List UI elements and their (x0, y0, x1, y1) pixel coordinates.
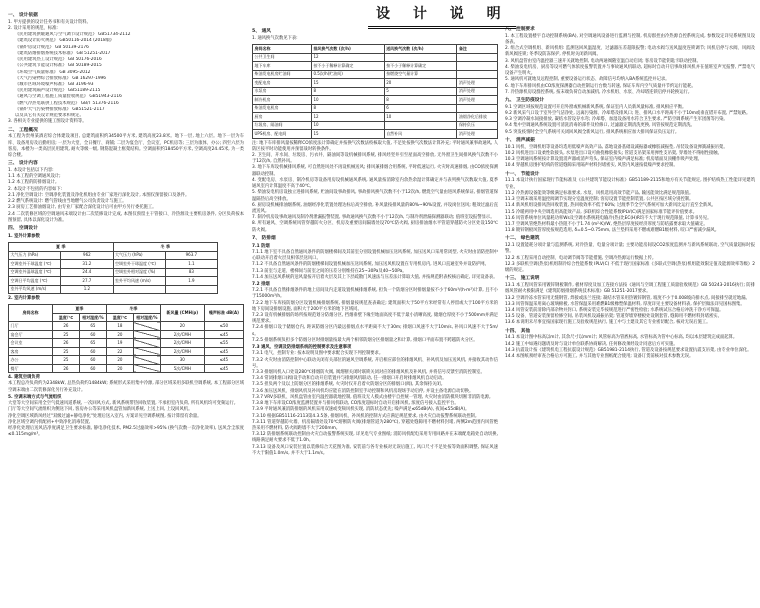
standard-item: 《民用建筑隔声设计规范》 GB51189-2115 (15, 88, 101, 94)
noise-value: ≤45 (204, 330, 243, 339)
paragraph: 3. 风机盘管由室内温控器三速开关就地控制, 电动两通阀随室温自动启闭; 客房设节能钥匙卡联动控制。 (505, 58, 701, 64)
indoor-params-table (8, 304, 244, 373)
paragraph: 本工程为贵州某酒店综合体建设项目, 总建筑面积约34500平方米, 建筑高度23.8米。地下一层, 地上六层。地下一层为车库、设备用房及后勤用房; 一层为大堂、全日餐厅、商铺; 二层为宴会厅、会议室、PC机房等; 三层为康体、办公; 四至六层为客房。本楼为一类高层民用建筑, 耐火等级一级, 钢筋混凝土框架结构。空调面积约18450平方米, 空调高度24.45米, 为一类综合楼。 (8, 134, 244, 158)
section-14-items (505, 335, 755, 360)
paragraph: 7. 冷热源机房设群控系统, 按末端负荷自动加减机, 冷水机组、水泵、冷却塔连锁启停并轮换运行。 (505, 89, 693, 95)
paragraph: 10.2 风机进出口设柔性软接头, 水泵进出口设可曲挠橡胶接头; 管道支吊架采用弹性支吊架, 穿墙处不得刚性接触。 (505, 150, 722, 156)
standard-item: 《通风与空调工程施工质量验收规范》 GB51943-2116 (15, 94, 122, 100)
table-row (9, 347, 244, 356)
paragraph: 4. 变配电房、水泵房、制冷机房等设备用房设机械通风系统, 通风量按消除室内余热余湿计算确定并与表列换气次数取大值, 夏季通风室内计算温度不高于40℃。 (252, 177, 498, 190)
row-note (457, 62, 498, 71)
outdoor-params-rows (9, 251, 218, 294)
freshair-col-header: 新风量 (CMH/p) (160, 305, 204, 322)
paragraph: 本工程总冷负荷约为2348kW, 总热负荷约1484kW; 系统形式采用集中冷源, 部分区域采用多联机空调系统, 本工程部分区域空调末端由二次装修深化另行补充设计。 (8, 381, 244, 393)
room-name: 水泵房 (253, 87, 312, 96)
room-name: 宴会厅 (9, 330, 53, 339)
noise-col-header: 噪声标准 dB(A) (204, 305, 243, 322)
paragraph: 13.1 本工程风管采用镀锌钢板制作, 板材厚度及加工连接方法按《通风与空调工程施工质量验收规范》GB 50243-2016执行; 防排烟风管耐火极限满足《建筑防烟排烟系统技术标准》GB 51251-2017要求。 (505, 283, 755, 295)
paragraph: 7.3.1 电气、控制专业: 按本说明及图中要求配合实现下列控制要求。 (252, 351, 384, 357)
table-row (253, 121, 498, 130)
paragraph: 7.3.11 管道穿越防火墙、机房隔墙处设70℃熔断防火阀(排烟管道为280℃), 穿越处缝隙用不燃材料封堵, 两侧2m范围内风管绝热采用不燃材料, 防火阀距墙不大于200mm。 (252, 419, 498, 431)
winter-temp: 22 (106, 347, 133, 356)
room-name: 柴油发电机房 (253, 104, 312, 113)
paragraph: 9.3 空调冷凝水间接排放, 凝结水管设存水弯; 冷却塔、加湿设备用水符合卫生要求, 严防空调系统产生军团菌等污染。 (505, 117, 728, 123)
supply-rate: 6 (384, 104, 457, 113)
section-10-items (505, 145, 755, 170)
paragraph: 10.1 风机、空调机组等设备均选用低噪声高效产品, 落地设备基础设减振器或橡胶减振垫, 吊装设备设弹簧减振吊架。 (505, 144, 728, 150)
paragraph: 大堂等大空间采用全空气低速风道系统, 一次回风方式, 新风系统带热回收装置, 不承担室内负荷, 所有风机均可变频运行。 (8, 401, 239, 407)
standard-item: 《建筑防烟排烟系统技术标准》 GB 51251-2017 (15, 50, 111, 56)
page-title: 设 计 说 明 (368, 3, 516, 29)
paragraph: 7.2.1 不具备自然排烟条件的地上房间及内走道设置机械排烟系统, 担负一个防烟分区时排烟量按不小于60m³/(h·m²)计算, 且不小于15000m³/h。 (252, 288, 498, 300)
table-row (253, 87, 498, 96)
winter-rh-blank (133, 356, 160, 365)
section-11-items (505, 178, 755, 234)
paragraph: 11.6 风管系统单位风量耗功率Ws及空调水系统耗电输冷(热)比EC(H)R均不大于现行规范限值, 计算书另见。 (505, 215, 712, 221)
section-3-body (8, 168, 244, 224)
section-10-heading: 十、 消声减振 (505, 137, 535, 143)
standards-list (8, 32, 244, 119)
param-value: 83 (165, 268, 217, 277)
paragraph: 门厅等大空间气流组织为侧送下回, 客房办公等采用风机盘管加新风系统, 上送上回, 上设回风机。 (8, 407, 193, 413)
summer-rh: 60 (79, 364, 106, 373)
paragraph: 14.4 本图纸须经审查合格后方可施工, 并与其他专业图纸配合使用; 设备订货前核对技术参数无误。 (505, 354, 694, 360)
param-label: 空调室外干球温度 (℃) (9, 260, 61, 269)
param-label: 空调室外湿球温度 (℃) (9, 268, 61, 277)
right-column (505, 25, 755, 360)
table-row (9, 356, 244, 365)
paragraph: 7.3.5 担负两个及以上防烟分区的排烟系统, 火灾时仅开启着火防烟分区的排烟口(阀), 其余保持关闭。 (252, 382, 445, 388)
supply-rate: 按燃烧空气量计算 (384, 70, 457, 79)
paragraph: 12.3 多联机空调(热泵)机组制冷综合性能系数 IPLV(C) 不低于现行国家标准《多联式空调(热泵)机组能效限定值及能源效率等级》2级的规定。 (505, 261, 755, 274)
temp-header: 温度/℃ (106, 313, 133, 322)
room-name: 厨房 (253, 113, 312, 122)
smoke-sub2-heading: 7.2 排烟 (252, 281, 270, 287)
standard-item: 《民用建筑供暖通风与空气调节设计规范》 GB51734-2112 (15, 32, 131, 38)
summer-temp: 26 (52, 339, 79, 348)
winter-temp: 20 (106, 364, 133, 373)
paragraph: 7.2.3 设有机械排烟的场所按规范划分防烟分区, 挡烟垂壁下缘至地面高度不低于最小清晰高度, 储烟仓厚度不小于500mm并满足规范要求。 (252, 313, 498, 325)
paragraph: 净化空调区域新风经过"双级过滤+静电净化"处理后送入室内, 方案详见空调系统图, 按计算留有余量。 (8, 413, 202, 419)
smoke-sub1-items (252, 250, 498, 281)
paragraph: 9.2 新风采气口设于室外空气洁净处, 远离污染源、冷却塔及排风口; 进、排风口水平距离不小于10m或垂直错开布置, 严禁短路。 (505, 111, 751, 117)
standard-item: 以及其它有关设计规范要求和规定。 (15, 113, 84, 119)
freshair-value: 2次/CMH (160, 339, 204, 348)
param-value: 24.4 (61, 268, 113, 277)
room-col-header: 房间名称 (253, 45, 312, 54)
summer-temp: 25 (52, 356, 79, 365)
paragraph: 14.2 施工中如遇问题请及时与设计单位联系协商解决, 任何修改须经设计同意后方可实施。 (505, 341, 678, 347)
section-4-heading: 四、 空调设计 (8, 226, 38, 231)
winter-rh-blank (133, 364, 160, 373)
rh-header: 相对湿度/% (133, 313, 160, 322)
paragraph: 5. 通风机可就地及远程控制, 重要设备运行状态、故障信号均纳入BA系统监控并记录。 (505, 77, 670, 83)
noise-value: ≤50 (204, 322, 243, 331)
winter-rh-blank (133, 339, 160, 348)
noise-value: ≤45 (204, 347, 243, 356)
paragraph: 7.2.4 排烟口设于储烟仓内, 距该防烟分区内最远排烟点水平距离不大于30m; 排烟口风速不大于10m/s, 补风口风速不大于5m/s。 (252, 325, 498, 337)
smoke-sub1-heading: 7.1 防烟 (252, 243, 270, 249)
standard-item: 《民用建筑热工设计规范》 GB 50176-2016 (15, 57, 102, 63)
param-value: 31.2 (61, 260, 113, 269)
noise-value: ≤45 (204, 364, 243, 373)
param-label: 室外平均风速 (m/s) (113, 277, 165, 286)
paragraph: 12.2 本工程采用自动控制、电动调节阀等节能措施, 空调冷热源运行数据上传。 (505, 255, 657, 261)
summer-rh: 65 (79, 322, 106, 331)
row-note: 消声处理 (457, 96, 498, 105)
section-2-body (8, 134, 244, 159)
section-8-heading: 八、 控制要求 (505, 27, 535, 32)
exhaust-rate: 15 (311, 130, 384, 139)
paragraph: 净化区域空调内机配初+中效净化消毒装置, (8, 419, 91, 425)
exhaust-rate: 15 (311, 79, 384, 88)
param-value: 1.1 (165, 260, 217, 269)
section-13-items (505, 283, 755, 327)
text-line: 2. 设计采用的规范、标准: (8, 26, 58, 32)
table-row (9, 330, 244, 339)
paragraph: 经净化处理后送风洁净度满足卫生要求标准, 静电净化技术, PM2.5过滤效率>95% (换气次数一次净化效率), 送风含尘浓度≤0.115mg/m³。 (8, 426, 244, 438)
section-7-heading: 7、 防排烟 (252, 235, 276, 241)
summer-rh: 60 (79, 330, 106, 339)
table-row (253, 53, 498, 62)
paragraph: 13.5 设备、管道安装预留检修空间, 吊装风机设减振吊架; 管道穿墙穿楼板处设钢套管, 缝隙用不燃材料封堵密实。 (505, 314, 722, 320)
supply-rate (384, 53, 457, 62)
summer-rh: 60 (79, 356, 106, 365)
row-note: 消声处理 (457, 87, 498, 96)
row-note: 保持负压 (457, 121, 498, 130)
winter-temp: 19 (106, 339, 133, 348)
exhaust-rate: 10 (311, 96, 384, 105)
winter-temp: 20 (106, 330, 133, 339)
param-label: 室外平均风速 (m/s) (9, 285, 61, 294)
section-2-heading: 二、 工程概况 (8, 127, 38, 133)
paragraph: 7.3.10 根据GB51116-2113第4.3.5条, 排烟风机、补风机的控制方式应满足规范要求, 由火灾自动报警系统联动控制。 (252, 413, 480, 419)
supply-rate: 10 (384, 113, 457, 122)
paragraph: 14.3 抗震设计按《建筑机电工程抗震设计规范》GB51981-2114执行, 管道及设备按规范要求设置抗震支吊架, 由专业单位深化。 (505, 347, 752, 353)
standard-item: 《公共建筑节能设计标准》 GB 50189-2015 (15, 63, 102, 69)
table-row (253, 96, 498, 105)
outdoor-params-table (8, 242, 218, 294)
winter-rh-blank (133, 330, 160, 339)
paragraph: 2. 组合式空调机组、新风机组: 监测送回风温湿度、过滤器压差超限报警; 电动水阀与送风温度连锁调节; 风机启停与水阀、风阀及新风阀连锁; 冬季设防冻保护, 停机时关闭新风阀。 (505, 46, 755, 58)
room-name: 会议室 (9, 339, 53, 348)
paragraph: 11.8 镀锌钢板风管厚度按规范选用, δ=0.5~0.75mm, 法兰垫料采用不燃或难燃B1级材料, 咬口严密减少漏风。 (505, 228, 720, 234)
table-row (253, 70, 498, 79)
section-11-heading: 十一、 节能设计 (505, 171, 540, 177)
winter-col-header: 冬季 (106, 305, 160, 314)
section-8-items (505, 34, 755, 96)
ventilation-table (252, 44, 498, 139)
room-name: 客房 (9, 347, 53, 356)
summer-col-header: 夏季 (52, 305, 106, 314)
table-row (253, 104, 498, 113)
vent-paragraphs (252, 153, 498, 234)
summer-temp: 26 (52, 322, 79, 331)
paragraph: 7.3.13 设备及风口安装位置以装修综合天花图为准, 安装前与各专业核对无误后施工, 风口尺寸不足处按等效面积调整, 保证风速不大于限值1.0m/s, 并不大于1.1m/s。 (252, 444, 498, 456)
paragraph: 2.2 燃气系统设计: 燃气管线由当地燃气公司负责设计与施工。 (8, 199, 127, 205)
param-label (113, 285, 165, 294)
summer-temp: 25 (52, 330, 79, 339)
paragraph: 10.3 空调通风系统按计算设置消声器或消声弯头, 保证室内噪声满足标准; 机房墙面及顶棚作吸声处理。 (505, 157, 702, 163)
sheet-title-block (368, 3, 516, 29)
section-9-heading: 九、 卫生防疫设计 (505, 98, 545, 103)
paragraph: 13.2 空调冷冻水管采用无缝钢管, 焊接或法兰连接; 凝结水管采用热镀锌钢管, 坡度不小于0.008坡向排水点, 间接排至就近地漏。 (505, 295, 750, 301)
room-name: 变配电房 (253, 79, 312, 88)
freshair-value: 2次/CMH (160, 330, 204, 339)
paragraph: 2. 卫生间、开水间、垃圾房、污衣井、隔油间等设机械排风系统, 排风经竖井引至屋面高空排放, 无外窗卫生间排风换气次数不小于12次/h, 自然补风。 (252, 152, 498, 165)
freshair-value: 2次/CMH (160, 347, 204, 356)
exhaust-rate: 10 (311, 121, 384, 130)
paragraph: 2.1 净化空调设计: 空调净化装置及净化机组由专业厂家进行深化设计, 本图仅预留接口及条件。 (8, 192, 190, 198)
supply-rate (384, 121, 457, 130)
param-label: 空调室外干球温度 (℃) (113, 260, 165, 269)
param-label: 大气压力 (hPa) (113, 251, 165, 260)
noise-value: ≤55 (204, 339, 243, 348)
paragraph: 11.2 冷热源设备能效等级满足标准要求, 水泵、风机选用高效节能产品, 输送能效比满足规范限值。 (505, 190, 694, 196)
noise-value: ≤45 (204, 356, 243, 365)
paragraph: 13.4 风管安装前清除内部杂物并封口, 系统安装完毕按规范进行严密性检验; 水系统试压合格后冲洗干净方可保温。 (505, 307, 724, 313)
row-note: 消声处理 (457, 130, 498, 139)
paragraph: 7. 制冷机房设事故通风及制冷剂泄漏报警装置, 事故通风换气次数不小于12次/h, 与制冷剂泄漏探测器联动; 值班室设报警显示。 (252, 215, 495, 221)
standard-item: 《锅炉房设计规范》 GB 50139-2176 (15, 44, 89, 50)
outdoor-params-title: 1. 室外计算参数 (8, 233, 40, 239)
supply-rate: 按不小于稀释计算确定 (384, 62, 457, 71)
supply-rate: 8 (384, 96, 457, 105)
summer-temp: 26 (52, 364, 79, 373)
note-line: 注: 地下车库排风量按稀释CO浓度法计算确定并按换气次数法校核取大值, 不足处按换气次数法计算补充; 平时通风兼事故通风, 人防区按平时功能使用并预留战时转换条件。 (252, 140, 498, 152)
note-col-header: 备注 (457, 45, 498, 54)
vent-table-intro: 1. 通风换气次数见下表: (252, 35, 298, 41)
indoor-params-title: 2. 室内计算参数 (8, 296, 40, 302)
temp-header: 温度/℃ (52, 313, 79, 322)
standard-item: 《环境空气质量标准》 GB 3095-2012 (15, 69, 91, 75)
summer-rh: 65 (79, 339, 106, 348)
supply-col-header: 送风换气次数 (次/h) (384, 45, 457, 54)
param-label: 空调室外相对湿度 (%) (113, 268, 165, 277)
paragraph: 11.3 空调末端采用温控阀调节实现分室温度控制; 客房设置节能控制装置, 公共区按区域分别控制。 (505, 197, 694, 203)
table-row (9, 251, 218, 260)
paragraph: 9.4 集中空调通风系统设置可清洗消毒的部件及检修口, 过滤器定期清洗更换, 风管按规范定期清洗。 (505, 123, 695, 129)
paragraph: 7.2.2 地下车库按防烟分区设置机械排烟系统, 排烟量按规范查表确定; 建筑面积大于50平方米经常有人停留或大于100平方米的地下房间设排烟设施, 面积大于200平方米的地下区域同。 (252, 300, 498, 312)
row-note (457, 70, 498, 79)
exhaust-rate: 12 (311, 53, 384, 62)
section-13-heading: 十三、 施工说明 (505, 276, 540, 282)
row-note (457, 53, 498, 62)
exhaust-rate: 8 (311, 87, 384, 96)
room-col-header: 房间名称 (9, 305, 53, 322)
winter-temp: 18 (106, 322, 133, 331)
row-note: 消声处理 (457, 79, 498, 88)
paragraph: 13.6 本说明未尽事宜按国家现行施工及验收规范执行, 施工中与土建及其它专业密切配合, 核对无误后施工。 (505, 320, 711, 326)
exhaust-rate: 12 (311, 113, 384, 122)
table-row (253, 79, 498, 88)
airflow-title: 5. 空调末端方式与气流组织 (8, 394, 62, 400)
section-5-heading: 5、 通风 (252, 29, 271, 34)
winter-header: 冬 季 (113, 243, 218, 252)
load-body (8, 381, 244, 393)
freshair-value: 30 (160, 356, 204, 365)
standard-item: 《锅炉大气污染物排放标准》 GB51521-2117 (15, 106, 105, 112)
paragraph: 2.4 二次装修区域的空调通风末端设计由二次装修设计完成, 本图仅预留主干管接口、冷热源及主要机房条件, 分区负荷按本图预留, 具体以深化设计为准。 (8, 211, 244, 223)
paragraph: 2. 本设计不包括的内容如下: (8, 186, 63, 192)
paragraph: 7.3.9 平时通风兼消防排烟的风机采用双速或变频风机实现, 消防状态优先; 噪声满足≤65dB(A), 夜间≤55dB(A)。 (252, 407, 470, 413)
paragraph: 14.1 本设计图中标高以m计, 其余尺寸以mm计; 风管标高为管底标高, 水管标高为管中心标高, 均以本层建筑完成面起算。 (505, 335, 738, 341)
paragraph: 7.3.2 火灾时由消防控制中心联动关闭有关部位的通风空调系统, 开启相应部位的排烟风机、补风机及加压送风机, 并接收其动作信号。 (252, 357, 498, 369)
summer-header: 夏 季 (9, 243, 114, 252)
supply-rate: 20 (384, 79, 457, 88)
paragraph: 7.3.4 常闭排烟口(阀)设手动和自动开启装置并与排烟风机联动, 任一排烟口开启时排烟风机自动启动。 (252, 376, 447, 382)
paragraph: 11.1 本设计执行国家现行节能标准及《公共建筑节能设计标准》GB51189-2115和地方有关节能规定, 围护结构热工性能详见建筑专业。 (505, 178, 755, 190)
summer-temp: 25 (52, 347, 79, 356)
paragraph: 13.3 风管保温采用离心玻璃棉板, 水管保温采用难燃B1级橡塑保温材料, 厚度详见主要设备材料表, 保护层做法详见国标图集。 (505, 301, 745, 307)
winter-temp: 20 (106, 356, 133, 365)
paragraph: 6. 厨房设机械排油烟系统, 油烟经净化装置处理达标后高空排放, 补风量按排风量的80%~90%设置, 并设岗位送风; 粗效过滤后直流送风。 (252, 202, 498, 214)
room-name: 餐厅 (9, 364, 53, 373)
paragraph: 6. 地下车库排风机由CO浓度探测器自动控制运行台数与转速, 保证车库内空气质量并节约运行能耗。 (505, 83, 696, 89)
summer-rh: 60 (79, 347, 106, 356)
param-value: 1.9 (165, 277, 217, 286)
paragraph: 8. 所有通风、空调系统风管穿越防火分区、机房及重要房间隔墙处设70℃防火阀, 厨房排油烟水平管道穿越防火分区处设150℃防火阀。 (252, 221, 498, 233)
section-1-intro (8, 20, 244, 32)
vent-table-notes (252, 141, 498, 153)
table-row (9, 285, 218, 294)
param-value: 962 (61, 251, 113, 260)
paragraph: 9.5 突发疫情时全空气系统可关闭回风阀全新风运行, 排风系统相应加大排风保证负压运行。 (505, 129, 680, 135)
paragraph: 7.1.2 不具备自然通风条件的防烟楼梯间设置机械加压送风系统, 加压送风机设置在专用机房内, 进风口直通室外并设防护网。 (252, 262, 489, 268)
paragraph: 11.4 新风机组设排风热回收装置, 热回收效率不低于60%; 过渡季节全空气系统可加大新风比运行直至全新风。 (505, 203, 716, 209)
paragraph: 7.1.4 加压送风系统的送风量按开启着火层及其上下层疏散门风速法与压差法计算取大值, 并按规范附表校核后确定, 详见设备表。 (252, 274, 498, 280)
table-row (9, 260, 218, 269)
room-name: 办公 (9, 356, 53, 365)
section-1-heading: 一、 设计依据 (8, 13, 38, 18)
room-name: 地下车库 (253, 62, 312, 71)
paragraph: 11.7 空调风管绝热材料最小热阻不小于1.74 (m²·K)/W, 绝热层厚度按经济厚度与防结露要求取大值确定。 (505, 221, 708, 227)
param-value: 963.7 (165, 251, 217, 260)
table-row (9, 277, 218, 286)
room-name: UPS机房、配电间 (253, 130, 312, 139)
param-label: 大气压力 (hPa) (9, 251, 61, 260)
section-12-items (505, 243, 755, 274)
param-label: 空调日平均温度 (℃) (9, 277, 61, 286)
section-14-heading: 十四、 其他 (505, 328, 531, 334)
paragraph: 9.1 空调区域按规范设置可开启外窗或机械新风系统, 保证室内人员新风量标准, 排风相应平衡。 (505, 104, 687, 110)
paragraph: 1. 本工程设置楼宇自动控制系统(BA), 对空调通风设备进行监测与控制, 机房群控由冷热源自控系统完成, 参数设定详见系统图及设备表。 (505, 33, 755, 46)
section-3-heading: 三、 设计内容 (8, 161, 38, 167)
paragraph: 7.3.12 防排烟系统联动控制由火灾自动报警系统实现, 详见电气专业图纸; 消防风机配电采用专用回路并在末端配电箱处自动切换, 线路满足耐火要求不低于1.0h。 (252, 432, 498, 444)
paragraph: 10.4 穿越机房围护结构的管道缝隙采用隔声材料封堵密实, 风管内风速按低噪声要求控制。 (505, 163, 678, 169)
row-note: 油烟净化后排放 (457, 113, 498, 122)
standard-item: 《燃气冷热电联供工程技术规范》 GB/T 51376-2116 (15, 100, 119, 106)
table-row (9, 322, 244, 331)
table-row (9, 339, 244, 348)
section-12-heading: 十二、 绿色建筑 (505, 236, 540, 242)
text-line: 3. 各相关专业提供的施工图设计资料等。 (8, 119, 87, 125)
paragraph: 7.3.8 地下车库设CO浓度监测装置并与排风机联动, CO浓度超标时自动开启排风机, 浓度信号接入监控平台。 (252, 401, 459, 407)
freshair-value: 5次/CMH (160, 364, 204, 373)
paragraph: 1.2 本工程的防排烟设计。 (8, 180, 60, 186)
room-name: 柴油发电机房贮油间 (253, 70, 312, 79)
exhaust-col-header: 排风换气次数 (次/h) (311, 45, 384, 54)
paragraph: 7.3.3 排烟风机入口处设280℃排烟防火阀, 阀熔断关闭时联锁关闭对应的排烟风机及补风机, 并将信号反馈至消防控制室。 (252, 370, 485, 375)
exhaust-rate: 8 (311, 104, 384, 113)
indoor-params-rows (9, 322, 244, 373)
paragraph: 1.1 本工程的空调通风设计; (8, 174, 61, 180)
paragraph: 7.1.3 前室与走道、楼梯间与前室之间的压差分别维持在25~30Pa及40~50Pa。 (252, 268, 407, 274)
table-row (253, 130, 498, 139)
airflow-body (8, 401, 244, 438)
paragraph: 4. 柴油发电机房、厨房等设可燃气体浓度报警装置并与事故通风机联动, 超标时自动开启事故排风机并在值班室声光报警, 严禁电气设备产生明火。 (505, 64, 755, 77)
standard-item: 《城市区域环境噪声标准》 GB 3196-93 (15, 82, 94, 87)
table-row (253, 62, 498, 71)
row-note (457, 104, 498, 113)
smoke-sub3-heading: 7.3 通风、空调及防排烟系统的控制要求及注意事项 (252, 345, 352, 351)
paragraph: 7.2.5 排烟系统负担多个防烟分区时排烟量按最大两个相邻防烟分区排烟量之和计算, 排烟口平面布置不跨越防火分区。 (252, 337, 478, 343)
text-line: 1. 甲方提供的设计任务书和有关设计资料。 (8, 19, 91, 25)
table-row (253, 113, 498, 122)
winter-rh-blank (133, 322, 160, 331)
paragraph: 7.3.7 VRV多联机、风机盘管由室内温控器就地控制, 值班及无人模式由楼宇自控统一管理, 火灾时由消防模块切断非消防电源。 (252, 394, 494, 400)
table-row (9, 268, 218, 277)
paragraph: 12.1 设置能耗分项计量与监测系统, 对冷热量、电量分项计量; 主要功能房间设CO2浓度监测并与新风系统联动, 空气质量超标时报警。 (505, 243, 755, 255)
standard-item: 《建筑设计防火规范》 GB50116-2014 (2018版) (15, 38, 112, 44)
section-9-items (505, 105, 755, 136)
smoke-sub3-items (252, 351, 498, 457)
left-column (8, 11, 244, 438)
table-row (9, 364, 244, 373)
middle-column (252, 27, 498, 457)
freshair-value: 20 (160, 322, 204, 331)
paragraph: 5. 柴油发电机房设独立进排风系统, 贮油间设事故排风, 事故排风换气次数不小于12次/h, 燃烧空气量由进风系统保证, 排烟管道保温隔热后高空排放。 (252, 190, 498, 202)
winter-rh-blank (133, 347, 160, 356)
room-name: 公共卫生间 (253, 53, 312, 62)
paragraph: 1. 本设计包括以下内容: (8, 168, 54, 174)
room-name: 垃圾房、隔油间 (253, 121, 312, 130)
load-title: 4. 建筑空调负荷 (8, 375, 40, 381)
paragraph: 2.3 厨房工艺排油烟设计, 由专业厂家配合深化设计后可由甲方另行委托施工。 (8, 205, 157, 211)
paragraph: 3. 地下车库设机械排风系统, 可自然进风处不再设机械送风; 排风兼排烟合用系统, 平时低速运行, 火灾时高速排烟, 由CO浓度探测器联动控制。 (252, 165, 498, 177)
smoke-sub2-items (252, 288, 498, 344)
room-name: 门厅 (9, 322, 53, 331)
rh-header: 相对湿度/% (79, 313, 106, 322)
section-1-tail (8, 119, 244, 125)
paragraph: 7.1.1 地下室不具备自然通风条件的防烟楼梯间及其前室分别设置机械加压送风系统, 加压送风口采用常闭型, 火灾时由消防控制中心联动开启着火层及相邻层送风口。 (252, 249, 498, 262)
paragraph: 7.3.6 加压送风机、排烟风机及补风机均应能在消防控制室手动控制和风机房现场手动启停, 并设主备电源自动切换。 (252, 388, 474, 394)
param-value: 1.2 (61, 285, 113, 294)
room-name: 制冷机房 (253, 96, 312, 105)
supply-rate: 自然补风 (384, 130, 457, 139)
exhaust-rate: 0.5次/h(贮油间) (311, 70, 384, 79)
param-value: 27.7 (61, 277, 113, 286)
paragraph: 11.5 冷暖两用中央空调选用高能效产品, 多联机综合性能系数IPLV(C)满足国家标准节能评价值要求。 (505, 209, 698, 215)
param-value (165, 285, 217, 294)
ventilation-rows (253, 53, 498, 138)
standard-item: 《大气污染物综合排放标准》 GB 16297-1996 (15, 75, 107, 81)
exhaust-rate: 按不小于稀释计算确定 (311, 62, 384, 71)
supply-rate: 5 (384, 87, 457, 96)
